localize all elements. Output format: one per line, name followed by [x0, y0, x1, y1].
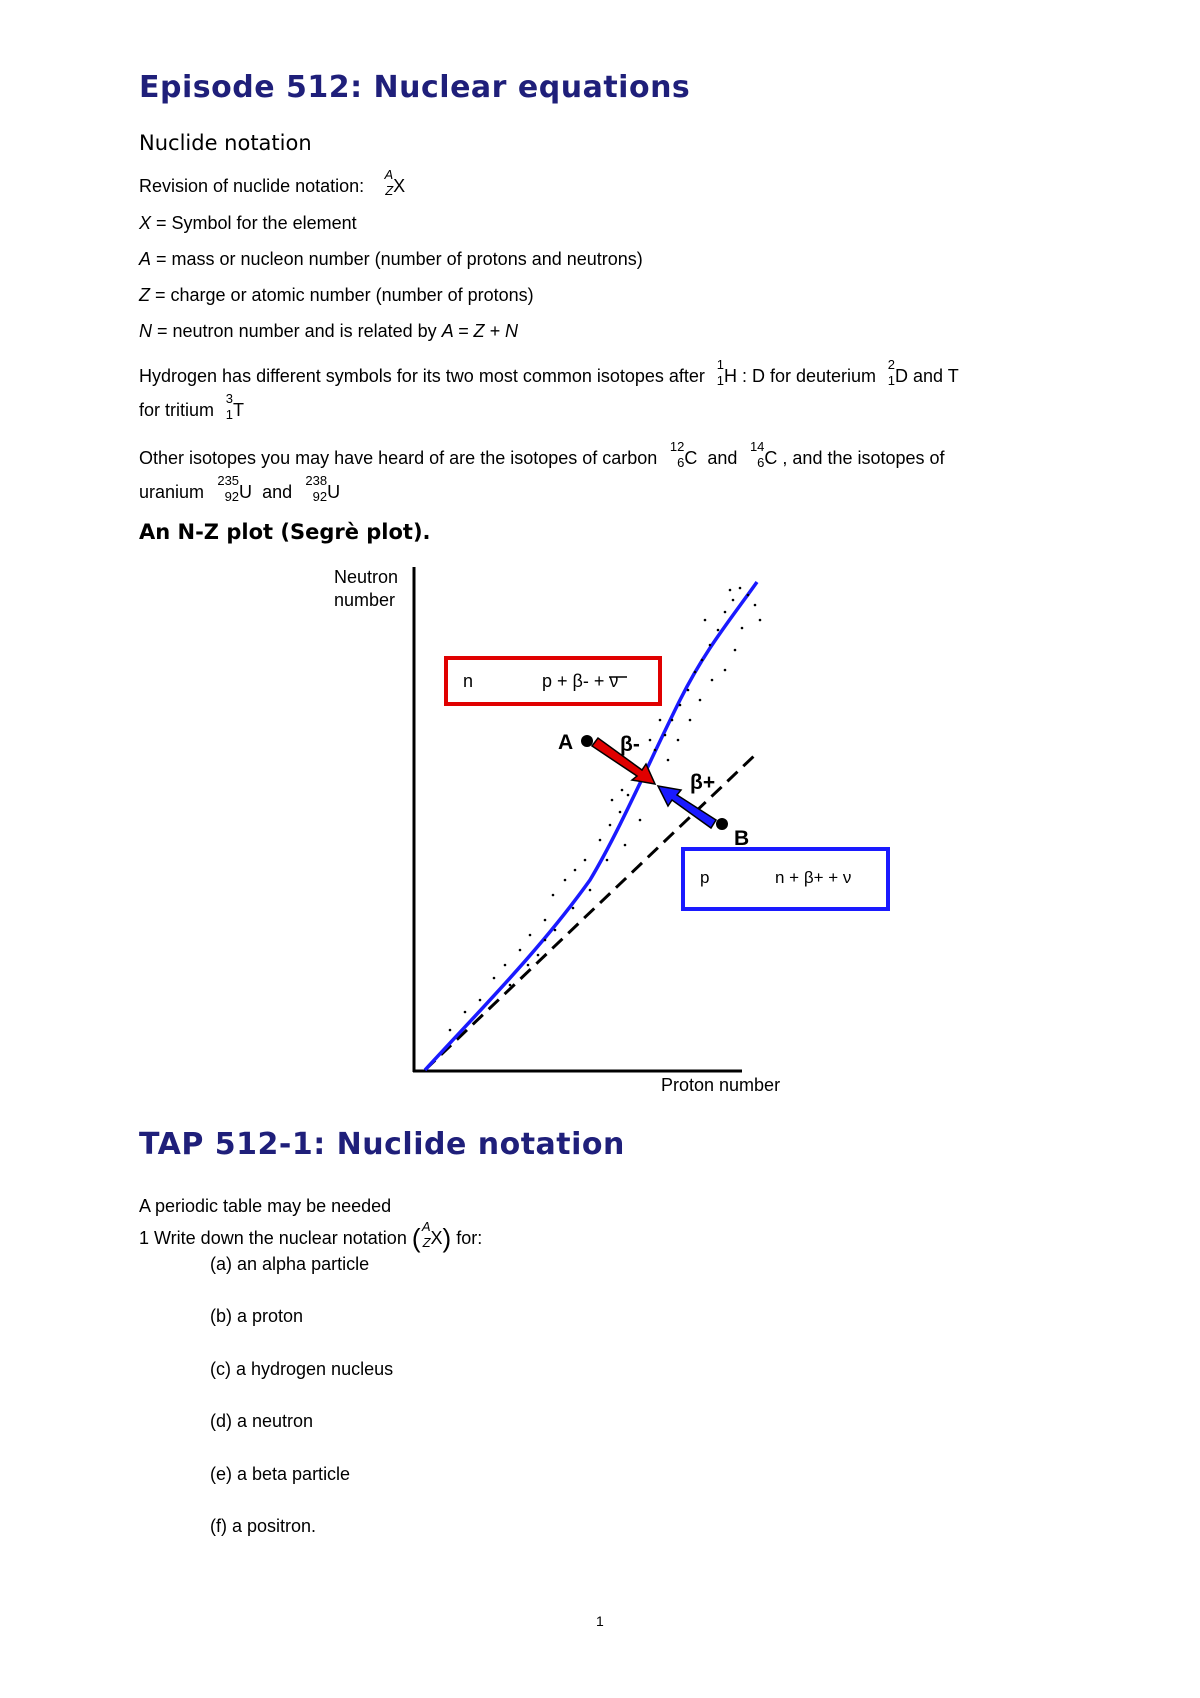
beta-minus-label: β- — [620, 733, 640, 756]
def-line-a: A = mass or nucleon number (number of protons and neutrons) — [139, 249, 643, 269]
q1-item-d: (d) a neutron — [210, 1411, 314, 1431]
nuclide-dots — [449, 587, 762, 1032]
section-heading-nuclide-notation: Nuclide notation — [139, 131, 312, 155]
beta-plus-equation-left: p — [700, 868, 710, 887]
section-heading-tap-512-1: TAP 512-1: Nuclide notation — [139, 1127, 625, 1162]
q1-item-b: (b) a proton — [210, 1306, 304, 1326]
y-axis-label-2: number — [334, 590, 396, 610]
hydrogen-line-2: for tritium 3 1 T — [139, 391, 245, 422]
def-line-x: X = Symbol for the element — [139, 213, 357, 233]
x-axis-label: Proton number — [661, 1075, 781, 1095]
beta-plus-equation-right: n + β+ + ν — [775, 868, 852, 887]
q-intro: A periodic table may be needed — [139, 1196, 392, 1216]
point-b-dot — [716, 818, 728, 830]
def-line-z: Z = charge or atomic number (number of protons) — [139, 285, 534, 305]
beta-minus-equation-right: p + β- + ν — [542, 671, 619, 691]
q1-item-c: (c) a hydrogen nucleus — [210, 1359, 394, 1379]
isotopes-line-1: Other isotopes you may have heard of are the isotopes of carbon 12 6 C and 14 6 C , and the isotopes of — [139, 439, 945, 470]
def-line-n: N = neutron number and is related by A = Z + N — [139, 321, 519, 341]
hydrogen-line-1: Hydrogen has different symbols for its two most common isotopes after 1 1 H : D for deuterium 2 1 D and T — [139, 357, 959, 388]
q1-item-e: (e) a beta particle — [210, 1464, 351, 1484]
point-a-label: A — [558, 731, 574, 754]
point-a-dot — [581, 735, 593, 747]
isotopes-line-2: uranium 235 92 U and 238 92 U — [139, 473, 341, 504]
beta-plus-label: β+ — [690, 771, 716, 794]
plot-heading: An N-Z plot (Segrè plot). — [139, 520, 431, 544]
page-number: 1 — [596, 1613, 604, 1629]
point-b-label: B — [734, 827, 750, 850]
nuclide-generic: A Z — [384, 167, 394, 198]
n-equals-z-line — [425, 755, 755, 1070]
page-title: Episode 512: Nuclear equations — [139, 70, 691, 105]
q1-line: 1 Write down the nuclear notation ( A Z X) for: — [139, 1219, 483, 1253]
y-axis-label-1: Neutron — [334, 567, 399, 587]
q1-item-a: (a) an alpha particle — [210, 1254, 370, 1274]
beta-minus-equation-left: n — [463, 671, 474, 691]
revision-line: Revision of nuclide notation: A Z X — [139, 167, 406, 198]
q1-item-f: (f) a positron. — [210, 1516, 317, 1536]
